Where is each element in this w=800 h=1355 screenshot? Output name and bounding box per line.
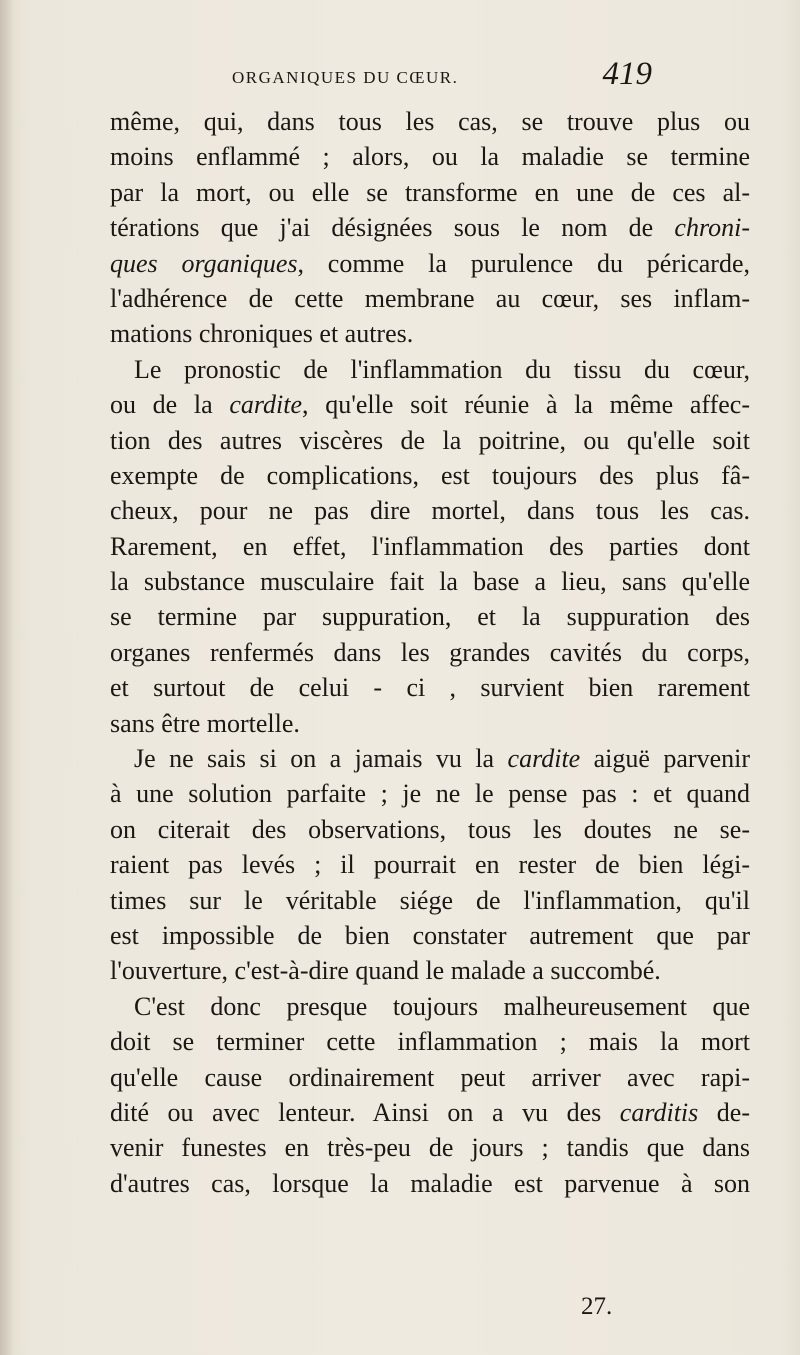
text-segment: à une solution parfaite ; je ne le pense pas : et quand <box>110 779 750 809</box>
text-segment: sans être mortelle. <box>110 708 300 738</box>
text-line <box>110 175 750 210</box>
italic-term: carditis <box>619 1097 699 1127</box>
text-segment: Rarement, en effet, l'inflammation des parties dont <box>110 531 750 561</box>
text-line <box>110 1166 750 1201</box>
text-line <box>110 139 750 174</box>
text-segment: la substance musculaire fait la base a lieu, sans qu'elle <box>110 567 750 597</box>
text-segment: , comme la purulence du péricarde, <box>297 248 750 278</box>
text-line <box>110 387 750 422</box>
text-segment: de- <box>698 1097 750 1127</box>
text-segment: Je ne sais si on a jamais vu la <box>134 744 508 774</box>
text-line <box>110 741 750 776</box>
text-line <box>110 776 750 811</box>
text-line <box>110 423 750 458</box>
text-line <box>110 883 750 918</box>
text-segment: , qu'elle soit réunie à la même affec- <box>302 390 750 420</box>
text-segment: venir funestes en très-peu de jours ; tandis que dans <box>110 1133 750 1163</box>
text-segment: l'ouverture, c'est-à-dire quand le malade a succombé. <box>110 956 661 986</box>
text-line <box>110 1130 750 1165</box>
text-segment: l'adhérence de cette membrane au cœur, ses inflam- <box>110 283 750 313</box>
text-line <box>110 493 750 528</box>
text-segment: organes renfermés dans les grandes cavités du corps, <box>110 637 750 667</box>
text-segment: est impossible de bien constater autrement que par <box>110 920 750 950</box>
text-line <box>110 635 750 670</box>
text-line <box>110 564 750 599</box>
text-segment: et surtout de celui - ci , survient bien rarement <box>110 673 750 703</box>
text-line <box>110 316 750 351</box>
signature-mark: 27. <box>581 1293 613 1320</box>
text-segment: se termine par suppuration, et la suppuration des <box>110 602 750 632</box>
page-header <box>232 56 652 102</box>
italic-term: cardite <box>229 390 303 420</box>
text-segment: Le pronostic de l'inflammation du tissu du cœur, <box>134 354 750 384</box>
text-segment: exempte de complications, est toujours des plus fâ- <box>110 460 750 490</box>
text-line <box>110 989 750 1024</box>
text-line <box>110 599 750 634</box>
page-gutter-shadow <box>0 0 14 1355</box>
text-line <box>110 210 750 245</box>
text-line <box>110 847 750 882</box>
text-line <box>110 281 750 316</box>
running-head: ORGANIQUES DU CŒUR. <box>232 68 459 87</box>
text-line <box>110 1095 750 1130</box>
text-line <box>110 812 750 847</box>
text-segment: qu'elle cause ordinairement peut arriver avec rapi- <box>110 1062 750 1092</box>
text-segment: dité ou avec lenteur. Ainsi on a vu des <box>110 1097 620 1127</box>
text-line <box>110 529 750 564</box>
text-line <box>110 670 750 705</box>
text-segment: doit se terminer cette inflammation ; mais la mort <box>110 1027 750 1057</box>
text-line <box>110 706 750 741</box>
text-line <box>110 246 750 281</box>
text-line <box>110 953 750 988</box>
text-line <box>110 458 750 493</box>
text-segment: times sur le véritable siége de l'inflammation, qu'il <box>110 885 750 915</box>
text-segment: ou de la <box>110 390 230 420</box>
text-segment: aiguë parvenir <box>580 744 750 774</box>
text-line <box>110 918 750 953</box>
text-line <box>110 1060 750 1095</box>
text-segment: tion des autres viscères de la poitrine, ou qu'elle soit <box>110 425 750 455</box>
text-segment: C'est donc presque toujours malheureusement que <box>134 991 750 1021</box>
text-segment: cheux, pour ne pas dire mortel, dans tous les cas. <box>110 496 750 526</box>
italic-term: cardite <box>507 744 581 774</box>
italic-term: chroni- <box>674 213 750 243</box>
body-text <box>110 104 750 1201</box>
italic-term: ques organiques <box>110 248 298 278</box>
text-segment: moins enflammé ; alors, ou la maladie se termine <box>110 142 750 172</box>
text-segment: d'autres cas, lorsque la maladie est parvenue à son <box>110 1168 750 1198</box>
text-segment: térations que j'ai désignées sous le nom de <box>110 213 675 243</box>
text-segment: même, qui, dans tous les cas, se trouve plus ou <box>110 107 750 136</box>
text-line <box>110 352 750 387</box>
text-segment: par la mort, ou elle se transforme en une de ces al- <box>110 177 750 207</box>
page-number: 419 <box>602 56 652 92</box>
text-segment: on citerait des observations, tous les doutes ne se- <box>110 814 750 844</box>
text-segment: mations chroniques et autres. <box>110 319 414 349</box>
text-line <box>110 1024 750 1059</box>
text-segment: raient pas levés ; il pourrait en rester de bien légi- <box>110 850 750 880</box>
text-line <box>110 104 750 139</box>
